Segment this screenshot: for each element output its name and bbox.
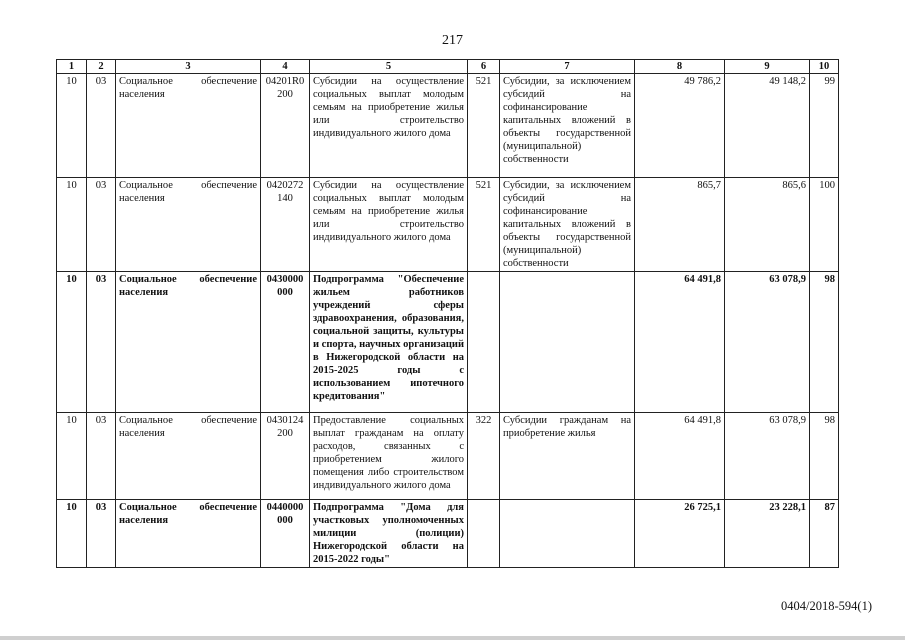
expense-type-code: 521 [468,178,500,272]
execution-percent: 98 [810,413,839,500]
target-article-name: Субсидии на осуществление социальных выплат молодым семьям на приобретение жилья или строительство индивидуального жилого дома [310,178,468,272]
page-number: 217 [442,33,463,48]
execution-percent: 98 [810,272,839,413]
expense-type-name: Субсидии гражданам на приобретение жилья [500,413,635,500]
execution-percent: 87 [810,500,839,568]
header-cell: 7 [500,60,635,74]
subsection-name: Социальное обеспечение населения [116,413,261,500]
expense-type-code [468,272,500,413]
subsection-code: 03 [87,74,116,178]
target-article-name: Субсидии на осуществление социальных выплат молодым семьям на приобретение жилья или строительство индивидуального жилого дома [310,74,468,178]
section-code: 10 [57,74,87,178]
section-code: 10 [57,413,87,500]
executed-amount: 23 228,1 [725,500,810,568]
target-article-code: 04201R0 200 [261,74,310,178]
scan-edge [0,636,905,640]
subsection-name: Социальное обеспечение населения [116,178,261,272]
expense-type-code: 521 [468,74,500,178]
subsection-code: 03 [87,500,116,568]
table-row [57,74,839,178]
subsection-code: 03 [87,178,116,272]
section-code: 10 [57,500,87,568]
header-cell: 9 [725,60,810,74]
header-cell: 3 [116,60,261,74]
target-article-name: Подпрограмма "Обеспечение жильем работников учреждений сферы здравоохранения, образования, социальной защиты, культуры и спорта, научных организаций в Нижегородской области на 2015-2025 годы с использованием ипотечного кредитования" [310,272,468,413]
expense-type-name [500,272,635,413]
expense-type-code [468,500,500,568]
subsection-name: Социальное обеспечение населения [116,272,261,413]
section-code: 10 [57,272,87,413]
expense-type-name [500,500,635,568]
header-cell: 8 [635,60,725,74]
section-code: 10 [57,178,87,272]
subsection-code: 03 [87,413,116,500]
executed-amount: 63 078,9 [725,272,810,413]
planned-amount: 49 786,2 [635,74,725,178]
table-row [57,500,839,568]
document-code: 0404/2018-594(1) [781,599,872,613]
expense-type-code: 322 [468,413,500,500]
executed-amount: 49 148,2 [725,74,810,178]
header-cell: 6 [468,60,500,74]
table-row [57,178,839,272]
header-cell: 10 [810,60,839,74]
target-article-code: 0430000 000 [261,272,310,413]
planned-amount: 26 725,1 [635,500,725,568]
executed-amount: 865,6 [725,178,810,272]
planned-amount: 865,7 [635,178,725,272]
budget-table [56,59,839,568]
planned-amount: 64 491,8 [635,413,725,500]
header-row [57,60,839,74]
target-article-code: 0420272 140 [261,178,310,272]
planned-amount: 64 491,8 [635,272,725,413]
execution-percent: 100 [810,178,839,272]
target-article-name: Подпрограмма "Дома для участковых уполномоченных милиции (полиции) Нижегородской области на 2015-2022 годы" [310,500,468,568]
execution-percent: 99 [810,74,839,178]
table-row [57,272,839,413]
header-cell: 2 [87,60,116,74]
header-cell: 4 [261,60,310,74]
target-article-code: 0430124 200 [261,413,310,500]
expense-type-name: Субсидии, за исключением субсидий на софинансирование капитальных вложений в объекты государственной (муниципальной) собственности [500,178,635,272]
header-cell: 1 [57,60,87,74]
subsection-code: 03 [87,272,116,413]
table-row [57,413,839,500]
executed-amount: 63 078,9 [725,413,810,500]
target-article-code: 0440000 000 [261,500,310,568]
subsection-name: Социальное обеспечение населения [116,74,261,178]
expense-type-name: Субсидии, за исключением субсидий на софинансирование капитальных вложений в объекты государственной (муниципальной) собственности [500,74,635,178]
header-cell: 5 [310,60,468,74]
subsection-name: Социальное обеспечение населения [116,500,261,568]
target-article-name: Предоставление социальных выплат гражданам на оплату расходов, связанных с приобретением жилого помещения либо строительством индивидуального жилого дома [310,413,468,500]
